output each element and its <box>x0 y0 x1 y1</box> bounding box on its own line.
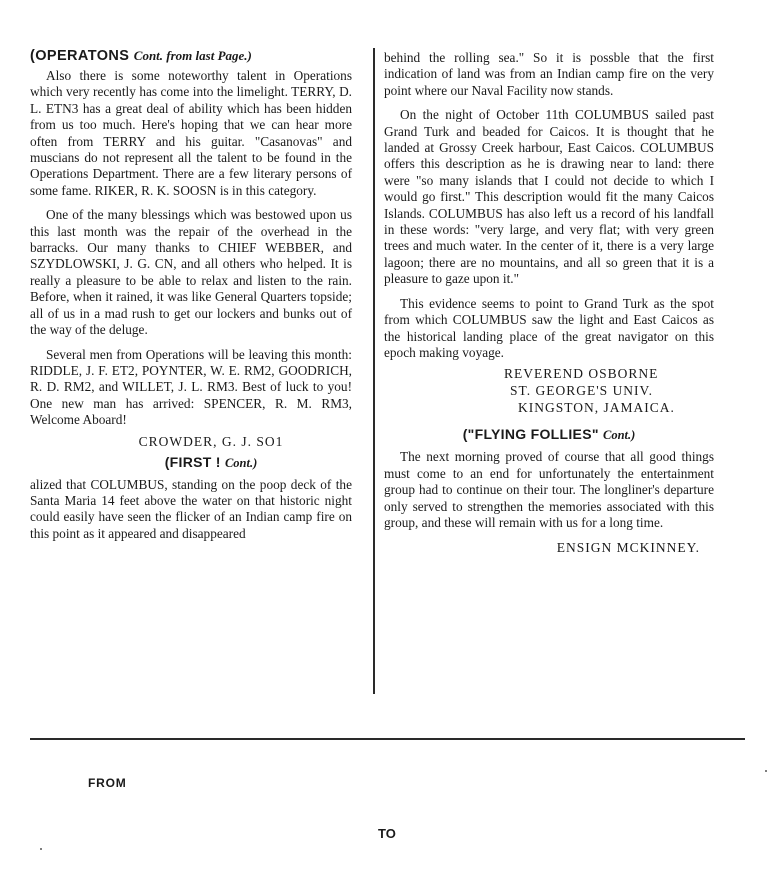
reverend-signature-line-3: KINGSTON, JAMAICA. <box>518 400 675 416</box>
print-speck <box>40 848 42 850</box>
to-label: TO <box>378 826 396 841</box>
operations-signature: CROWDER, G. J. SO1 <box>138 433 284 449</box>
first-paragraph: alized that COLUMBUS, standing on the poop deck of the Santa Maria 14 feet above the water on that historic night could easily have seen the flicker of an Indian camp fire on this point as it appeared and disappeared <box>30 476 352 541</box>
columbus-paragraph: On the night of October 11th COLUMBUS sailed past Grand Turk and beaded for Caicos. It is thought that he landed at Grossy Creek harbour, East Caicos. COLUMBUS offers this description as he is drawing near to land: there were "so many islands that I could not decide to which I would go first." This description would fit the many Caicos Islands. COLUMBUS has also left us a record of his landfall in these words: "very large, and very flat; with very green trees and much water. In the center of it, there is a very large lagoon; there are no mountains, and all so green that it is a pleasure to gaze upon it." <box>384 107 714 287</box>
flying-follies-paragraph: The next morning proved of course that all good things must come to an end for unfortunately the entertainment group had to continue on their tour. The longliner's departure only served to strengthen the memories associated with this group, and these will remain with us for a long time. <box>384 449 714 530</box>
right-column <box>384 50 714 556</box>
first-heading <box>70 454 352 471</box>
operations-heading-title: (OPERATONS <box>30 48 130 64</box>
flying-follies-heading <box>384 426 714 443</box>
operations-heading-cont: Cont. from last Page.) <box>133 48 252 63</box>
operations-paragraph-1: Also there is some noteworthy talent in Operations which very recently has come into the limelight. TERRY, D. L. ETN3 has a great deal of ability which has been hidden from us too much. Here's hoping that we can hear more often from TERRY and his guitar. "Casanovas" and muscians do not represent all the talent to be found in the Operations Department. There are a few literary persons of some fame. RIKER, R. K. SOOSN is in this category. <box>30 68 352 198</box>
left-column <box>30 48 352 550</box>
operations-heading <box>30 48 352 64</box>
print-speck <box>765 770 767 772</box>
first-heading-cont: Cont.) <box>224 455 258 470</box>
evidence-paragraph: This evidence seems to point to Grand Turk as the spot from which COLUMBUS saw the light and East Caicos as the historical landing place of the great navigator on this epoch making voyage. <box>384 295 714 360</box>
flying-follies-heading-cont: Cont.) <box>602 428 636 443</box>
reverend-signature-line-2: ST. GEORGE'S UNIV. <box>510 383 653 399</box>
mailing-divider <box>30 738 745 740</box>
first-continued-paragraph: behind the rolling sea." So it is possble that the first indication of land was from an Indian camp fire on the very point where our Naval Facility now stands. <box>384 50 714 98</box>
first-heading-title: (FIRST ! <box>164 453 221 470</box>
operations-paragraph-2: One of the many blessings which was bestowed upon us this last month was the repair of the overhead in the barracks. Our many thanks to CHIEF WEBBER, and SZYDLOWSKI, J. G. CN, and all others who helped. It is really a pleasure to be able to relax and listen to the rain. Before, when it rained, it was like General Quarters topside; all of us in a mad rush to get our lockers and bunks out of the way of the deluge. <box>30 207 352 338</box>
from-label: FROM <box>88 776 127 790</box>
flying-follies-heading-title: ("FLYING FOLLIES" <box>462 426 599 443</box>
column-divider <box>373 48 375 694</box>
operations-paragraph-3: Several men from Operations will be leaving this month: RIDDLE, J. F. ET2, POYNTER, W. E. RM2, GOODRICH, R. D. RM2, and WILLET, J. L. RM3. Best of luck to you! One new man has arrived: SPENCER, R. M. RM3, Welcome Aboard! <box>30 346 352 428</box>
reverend-signature <box>504 365 714 416</box>
reverend-signature-line-1: REVEREND OSBORNE <box>504 366 659 382</box>
ensign-signature: ENSIGN MCKINNEY. <box>556 540 700 556</box>
